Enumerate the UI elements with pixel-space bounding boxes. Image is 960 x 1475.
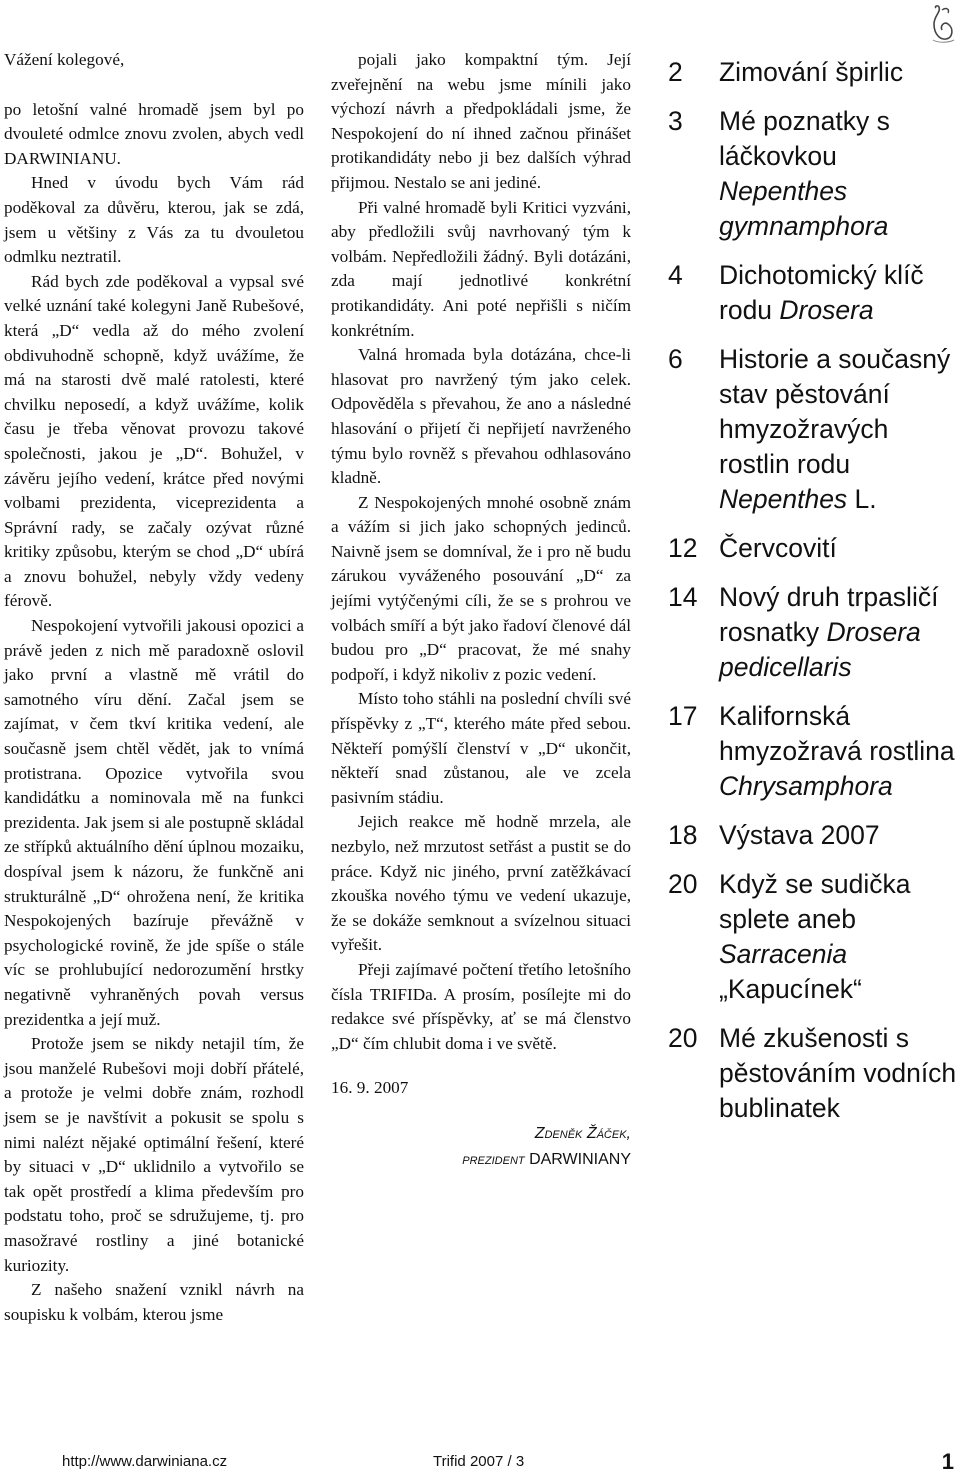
toc-title-text: „Kapucínek“ xyxy=(719,974,862,1004)
toc-title-text: Nový druh trpasličí rosnatky xyxy=(719,582,939,647)
toc-title-italic: Sarracenia xyxy=(719,939,848,969)
toc-title xyxy=(719,258,958,328)
toc-item[interactable] xyxy=(668,1021,958,1126)
toc-page-number: 12 xyxy=(668,533,698,563)
toc-item[interactable] xyxy=(668,104,958,244)
letter-signature xyxy=(331,1121,631,1173)
toc-title-text: Červcovití xyxy=(719,533,837,563)
toc-page-number: 3 xyxy=(668,106,683,136)
toc-title xyxy=(719,580,958,685)
toc-page-number: 6 xyxy=(668,344,683,374)
letter-paragraph: Z Nespokojených mnohé osobně znám a vážím si jich jako schopných jedinců. Naivně jsem se domníval, že i pro ně budu zárukou vyváženého posouvání „D“ za jejími vytýčenými cíli, že se s prohrou ve volbách smíří a být jako řadoví členové dál budou pro „D“ pracovat, že mé snahy podpoří, i když nikoliv z pozic vedení. xyxy=(331,492,631,684)
letter-paragraph: Jejich reakce mě hodně mrzela, ale nezbylo, než mrzutost setřást a pustit se do práce. Když nic jiného, první zatěžkávací zkouška nového týmu ve vedení ukazuje, že se dokáže semknout a svízelnou situaci vyřešit. xyxy=(331,812,631,955)
toc-title-italic: Drosera xyxy=(779,295,874,325)
toc-title xyxy=(719,818,958,853)
toc-title-text: Mé poznatky s láčkovkou xyxy=(719,106,890,171)
toc-page-number: 17 xyxy=(668,701,698,731)
toc-title-text: Mé zkušenosti s pěstováním vodních bublinatek xyxy=(719,1023,957,1123)
toc-page-number: 20 xyxy=(668,1023,698,1053)
toc-item[interactable] xyxy=(668,699,958,804)
toc-title xyxy=(719,699,958,804)
toc-page-number: 18 xyxy=(668,820,698,850)
toc-title-italic: Nepenthes xyxy=(719,484,848,514)
toc-page-number: 14 xyxy=(668,582,698,612)
toc-title-text: Dichotomický klíč rodu xyxy=(719,260,924,325)
toc-title xyxy=(719,342,958,517)
signature-role: prezident xyxy=(462,1150,525,1168)
letter-greeting: Vážení kolegové, xyxy=(4,50,125,69)
toc-title-text: L. xyxy=(847,484,877,514)
toc-item[interactable] xyxy=(668,867,958,1007)
toc-title-text: Kalifornská hmyzožravá rostlina xyxy=(719,701,955,766)
toc-item[interactable] xyxy=(668,258,958,328)
signature-org: DARWINIANY xyxy=(529,1150,631,1168)
toc-title-italic: Drosera pedicellaris xyxy=(719,617,921,682)
letter-paragraph: po letošní valné hromadě jsem byl po dvouleté odmlce znovu zvolen, abych vedl DARWINIANU. xyxy=(4,99,304,168)
toc-title xyxy=(719,55,958,90)
toc-item[interactable] xyxy=(668,580,958,685)
footer-issue: Trifid 2007 / 3 xyxy=(433,1453,525,1470)
toc-title-text: Když se sudička splete aneb xyxy=(719,869,911,934)
toc-item[interactable] xyxy=(668,342,958,517)
toc-title xyxy=(719,1021,958,1126)
toc-page-number: 20 xyxy=(668,869,698,899)
page-footer xyxy=(0,1449,960,1473)
toc-title xyxy=(719,867,958,1007)
letter-paragraph: Protože jsem se nikdy netajil tím, že jsou manželé Rubešovi moji dobří přátelé, a protože je velmi dobře znám, rozhodl jsem se je navštívit a pokusit se spolu s nimi nalézt nějaké optimální řešení, které by situaci v „D“ uklidnilo a vytvořilo se tak opět prostředí a klima především pro podstatu toho, proč se sdružujeme, tj. pro masožravé rostliny a jiné botanické kuriozity. xyxy=(4,1034,304,1275)
letter-paragraph: Při valné hromadě byli Kritici vyzváni, aby předložili svůj navrhovaný tým k volbám. Nepředložili žádný. Byli dotázáni, zda mají jednotlivé konkrétní protikandidáty. Ani poté nepřišli s ničím konkrétním. xyxy=(331,197,631,340)
footer-url[interactable]: http://www.darwiniana.cz xyxy=(62,1453,228,1470)
letter-paragraph: Místo toho stáhli na poslední chvíli své příspěvky z „T“, kterého máte před sebou. Někteří pomýšlí členství v „D“ ukončit, někteří snad zůstanou, ale ve zcela pasivním stádiu. xyxy=(331,689,631,807)
signature-name: Zdeněk Žáček, xyxy=(534,1124,631,1142)
letter-column-1-body xyxy=(4,98,304,1328)
letter-column-2 xyxy=(331,48,631,1173)
toc-item[interactable] xyxy=(668,55,958,90)
toc-title-text: Zimování špirlic xyxy=(719,57,904,87)
letter-paragraph: Z našeho snažení vznikl návrh na soupisku k volbám, kterou jsme xyxy=(4,1280,304,1324)
toc-item[interactable] xyxy=(668,531,958,566)
toc-title xyxy=(719,531,958,566)
letter-paragraph: Hned v úvodu bych Vám rád poděkoval za důvěru, kterou, jak se zdá, jsem u většiny z Vás za tu dvouletou odmlku neztratil. xyxy=(4,173,304,267)
toc-page-number: 4 xyxy=(668,260,683,290)
letter-column-2-body xyxy=(331,48,631,1056)
toc-title-text: Výstava 2007 xyxy=(719,820,880,850)
toc-title-text: Historie a současný stav pěstování hmyzožravých rostlin rodu xyxy=(719,344,951,479)
letter-paragraph: Valná hromada byla dotázána, chce-li hlasovat pro navržený tým jako celek. Odpověděla s převahou, že ano a následné hlasování o přijetí či nepřijetí navrženého týmu bylo rovněž s převahou odhlasováno kladně. xyxy=(331,345,631,488)
letter-paragraph: Přeji zajímavé počtení třetího letošního čísla TRIFIDa. A prosím, posílejte mi do redakce své příspěvky, ať se má členstvo „D“ čím chlubit doma i ve světě. xyxy=(331,959,631,1053)
toc-page-number: 2 xyxy=(668,57,683,87)
trifid-logo-icon xyxy=(928,4,956,44)
toc-item[interactable] xyxy=(668,818,958,853)
letter-paragraph: Nespokojení vytvořili jakousi opozici a právě jeden z nich mě paradoxně oslovil jako první a vlastně mě vrátil do samotného víru dění. Začal jsem se zajímat, v čem tkví kritika vedení, ale současně jsem chtěl vědět, jak to vnímá protistrana. Opozice vytvořila svou kandidátku a nominovala mě na funkci prezidenta. Jak jsem si ale postupně skládal ze střípků aktuálního dění úplnou mozaiku, dospíval jsem k názoru, že funkčně ani strukturálně „D“ ohrožena není, že kritika Nespokojených bazíruje převážně v psychologické rovině, že jde spíše o stále víc se prohlubující nedorozumění hrstky negativně vyhraněných povah versus prezidentka a její muž. xyxy=(4,616,304,1029)
toc-title xyxy=(719,104,958,244)
letter-paragraph: Rád bych zde poděkoval a vypsal své velké uznání také kolegyni Janě Rubešové, která „D“ vedla až do mého zvolení obdivuhodně schopně, když uvážíme, že má na starosti dvě malé ratolesti, které chvilku neposedí, a když uvážíme, kolik času je třeba věnovat provozu takové společnosti, jakou je „D“. Bohužel, v závěru jejího vedení, krátce před novými volbami prezidenta, viceprezidenta a Správní rady, se začaly ozývat různé kritiky způsobu, kterým se chod „D“ ubírá a znovu bohužel, nebyly vždy vedeny férově. xyxy=(4,271,304,611)
toc-title-italic: Chrysamphora xyxy=(719,771,893,801)
table-of-contents xyxy=(668,55,958,1140)
letter-column-1 xyxy=(4,48,304,1327)
footer-page-number: 1 xyxy=(941,1449,954,1474)
toc-title-italic: Nepenthes gymnamphora xyxy=(719,176,889,241)
letter-paragraph: pojali jako kompaktní tým. Její zveřejnění na webu jsme mínili jako výchozí návrh a předpokládali jsme, že Nespokojení do ní ihned začnou přinášet protikandidáty nebo ji bez dalších výhrad přijmou. Nestalo se ani jediné. xyxy=(331,50,631,192)
letter-date: 16. 9. 2007 xyxy=(331,1078,409,1098)
